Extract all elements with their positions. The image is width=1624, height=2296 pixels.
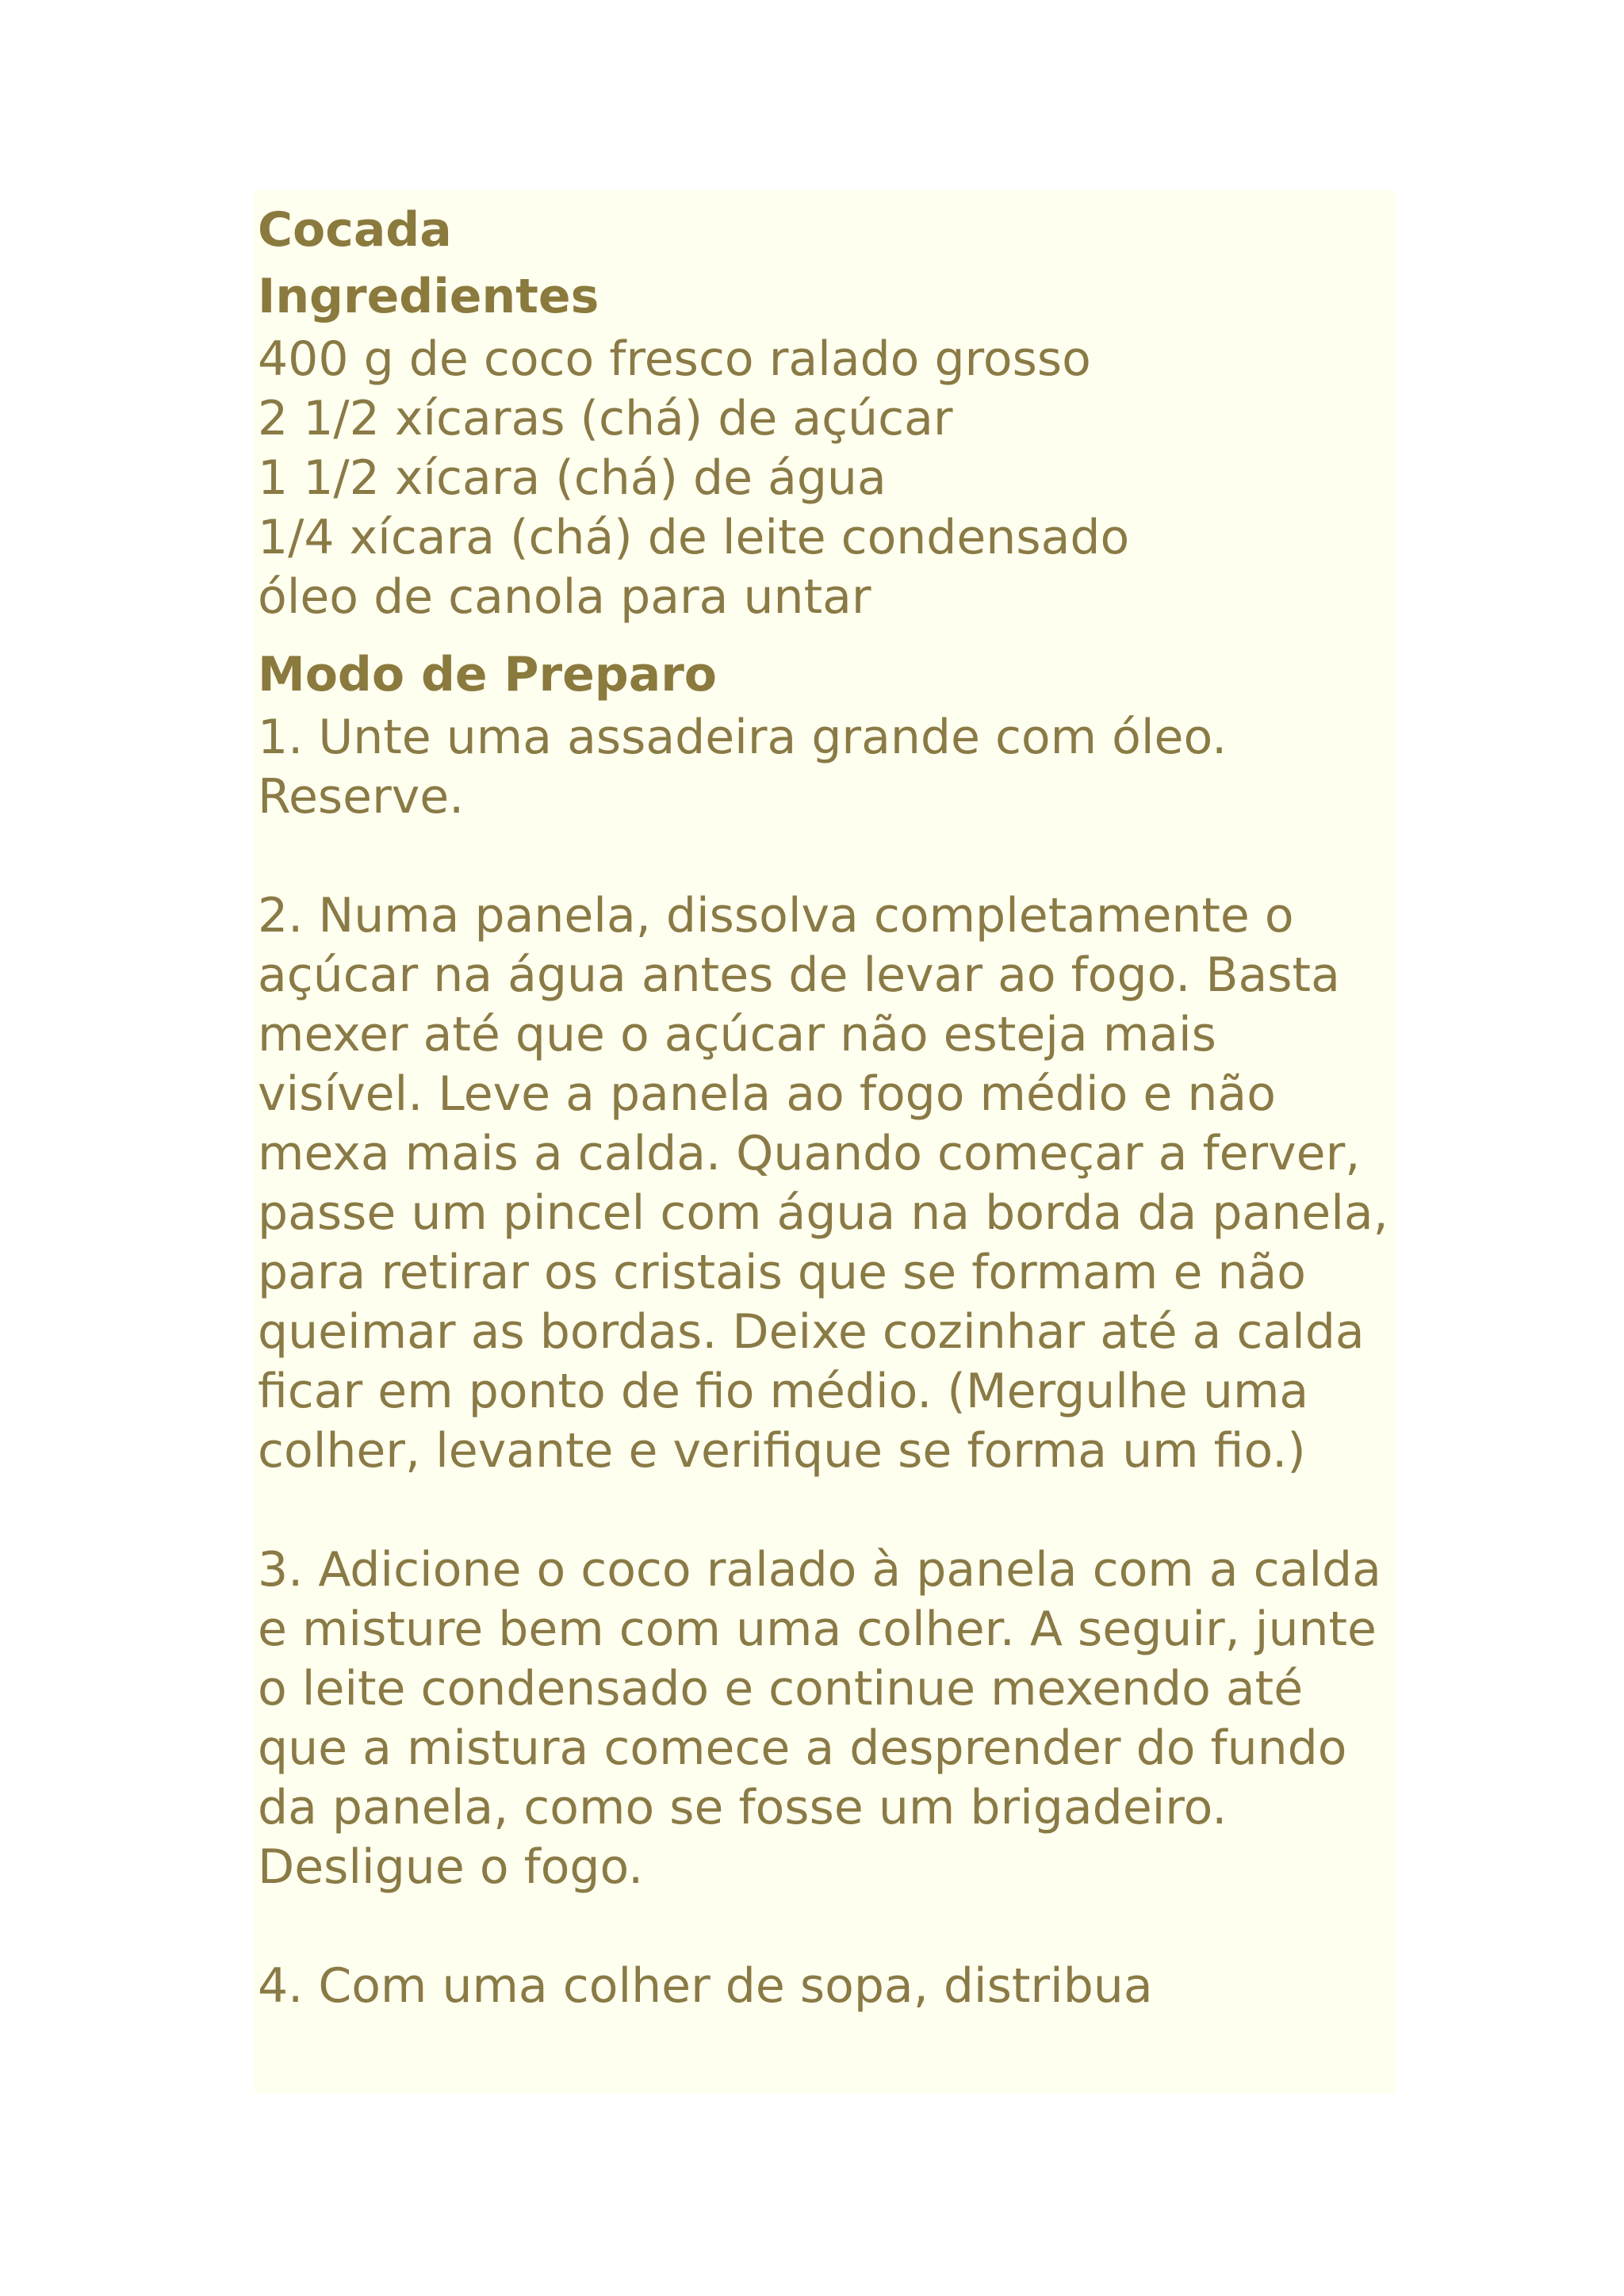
ingredients-list (258, 330, 1392, 627)
recipe-content (258, 197, 1392, 2076)
method-step: 3. Adicione o coco ralado à panela com a calda e misture bem com uma colher. A seguir, junte o leite condensado e continue mexendo até que a mistura comece a desprender do fundo da panela, como se fosse um brigadeiro. Desligue o fogo. (258, 1542, 1381, 1895)
ingredient-item: 1/4 xícara (chá) de leite condensado (258, 510, 1130, 565)
ingredient-item: óleo de canola para untar (258, 569, 871, 625)
ingredient-item: 2 1/2 xícaras (chá) de açúcar (258, 391, 953, 446)
ingredient-item: 400 g de coco fresco ralado grosso (258, 331, 1091, 387)
method-step: 2. Numa panela, dissolva completamente o açúcar na água antes de levar ao fogo. Basta mexer até que o açúcar não esteja mais visível. Leve a panela ao fogo médio e não mexa mais a calda. Quando começar a ferver, passe um pincel com água na borda da panela, para retirar os cristais que se formam e não queimar as bordas. Deixe cozinhar até a calda ficar em ponto de fio médio. (Mergulhe uma colher, levante e verifique se forma um fio.) (258, 888, 1388, 1479)
ingredient-item: 1 1/2 xícara (chá) de água (258, 450, 887, 506)
method-heading: Modo de Preparo (258, 647, 718, 702)
method-step: 1. Unte uma assadeira grande com óleo. Reserve. (258, 710, 1228, 825)
method-step: 4. Com uma colher de sopa, distribua (258, 1958, 1153, 2014)
recipe-title: Cocada (258, 202, 452, 258)
ingredients-heading: Ingredientes (258, 269, 599, 324)
